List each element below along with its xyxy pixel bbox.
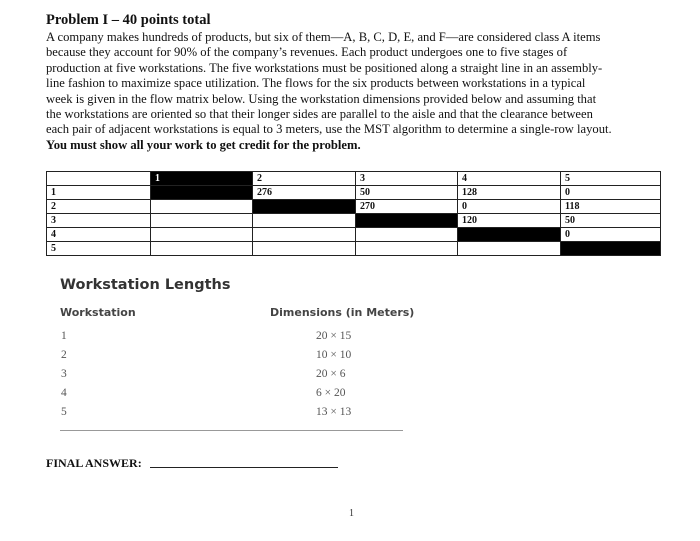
flow-row-header: 4: [47, 228, 151, 242]
flow-cell-blocked: [356, 214, 458, 228]
problem-line: line fashion to maximize space utilization. The flows for the six products between workstations in a typical: [46, 76, 586, 91]
flow-col-header: 4: [458, 172, 561, 186]
flow-cell: 0: [458, 200, 561, 214]
workstation-dimension: 20 × 6: [316, 368, 346, 380]
flow-cell: [356, 242, 458, 256]
flow-header-row: [47, 172, 661, 186]
problem-line: week is given in the flow matrix below. Using the workstation dimensions provided below and assuming that: [46, 91, 597, 106]
flow-cell: [458, 242, 561, 256]
workstation-number: 5: [61, 406, 67, 418]
workstation-dimension: 10 × 10: [316, 349, 352, 361]
workstation-number: 1: [61, 330, 67, 342]
workstation-lengths-title: Workstation Lengths: [60, 277, 231, 293]
workstation-dimension: 20 × 15: [316, 330, 352, 342]
flow-cell: [151, 228, 253, 242]
table-bottom-rule: [60, 430, 403, 431]
flow-cell: 0: [561, 186, 661, 200]
flow-row: [47, 186, 661, 200]
flow-row-header: 3: [47, 214, 151, 228]
workstation-number: 4: [61, 387, 67, 399]
final-answer-label: FINAL ANSWER:: [46, 456, 142, 470]
workstation-dimension: 6 × 20: [316, 387, 346, 399]
workstation-number: 2: [61, 349, 67, 361]
problem-line: production at five workstations. The five workstations must be positioned along a straight line in an assembly-: [46, 60, 603, 75]
flow-matrix: [46, 171, 661, 256]
flow-cell: [253, 242, 356, 256]
flow-cell: 128: [458, 186, 561, 200]
flow-row: [47, 242, 661, 256]
flow-row-header: 5: [47, 242, 151, 256]
workstation-number: 3: [61, 368, 67, 380]
flow-row-header: 2: [47, 200, 151, 214]
flow-corner-cell: [47, 172, 151, 186]
flow-cell: 118: [561, 200, 661, 214]
problem-line: the workstations are oriented so that their longer sides are parallel to the aisle and that the clearance between: [46, 107, 593, 122]
flow-cell: 50: [561, 214, 661, 228]
flow-cell: 276: [253, 186, 356, 200]
flow-col-header: 1: [151, 172, 253, 186]
problem-statement: [46, 30, 668, 153]
flow-row: [47, 214, 661, 228]
flow-col-header: 3: [356, 172, 458, 186]
flow-cell: 50: [356, 186, 458, 200]
flow-cell: [151, 242, 253, 256]
flow-cell: [253, 228, 356, 242]
problem-line: because they account for 90% of the company’s revenues. Each product undergoes one to five stages of: [46, 45, 568, 60]
flow-cell: 270: [356, 200, 458, 214]
flow-cell: [253, 214, 356, 228]
flow-cell: [151, 214, 253, 228]
workstation-column-header: Workstation: [60, 306, 136, 319]
final-answer-line[interactable]: [150, 467, 338, 468]
flow-cell-blocked: [561, 242, 661, 256]
flow-row: [47, 228, 661, 242]
flow-col-header: 2: [253, 172, 356, 186]
flow-cell: 120: [458, 214, 561, 228]
dimensions-column-header: Dimensions (in Meters): [270, 306, 415, 319]
flow-cell-blocked: [458, 228, 561, 242]
problem-line: A company makes hundreds of products, but six of them—A, B, C, D, E, and F—are considered class A items: [46, 30, 601, 44]
flow-col-header: 5: [561, 172, 661, 186]
flow-cell: 0: [561, 228, 661, 242]
flow-row: [47, 200, 661, 214]
page-number: 1: [349, 508, 354, 519]
workstation-dimension: 13 × 13: [316, 406, 352, 418]
flow-cell: [356, 228, 458, 242]
problem-instruction: You must show all your work to get credit for the problem.: [46, 137, 361, 152]
flow-cell: [151, 200, 253, 214]
flow-cell-blocked: [151, 186, 253, 200]
problem-line: each pair of adjacent workstations is equal to 3 meters, use the MST algorithm to determine a single-row layout.: [46, 122, 612, 137]
flow-cell-blocked: [253, 200, 356, 214]
flow-row-header: 1: [47, 186, 151, 200]
problem-title: Problem I – 40 points total: [46, 12, 211, 28]
